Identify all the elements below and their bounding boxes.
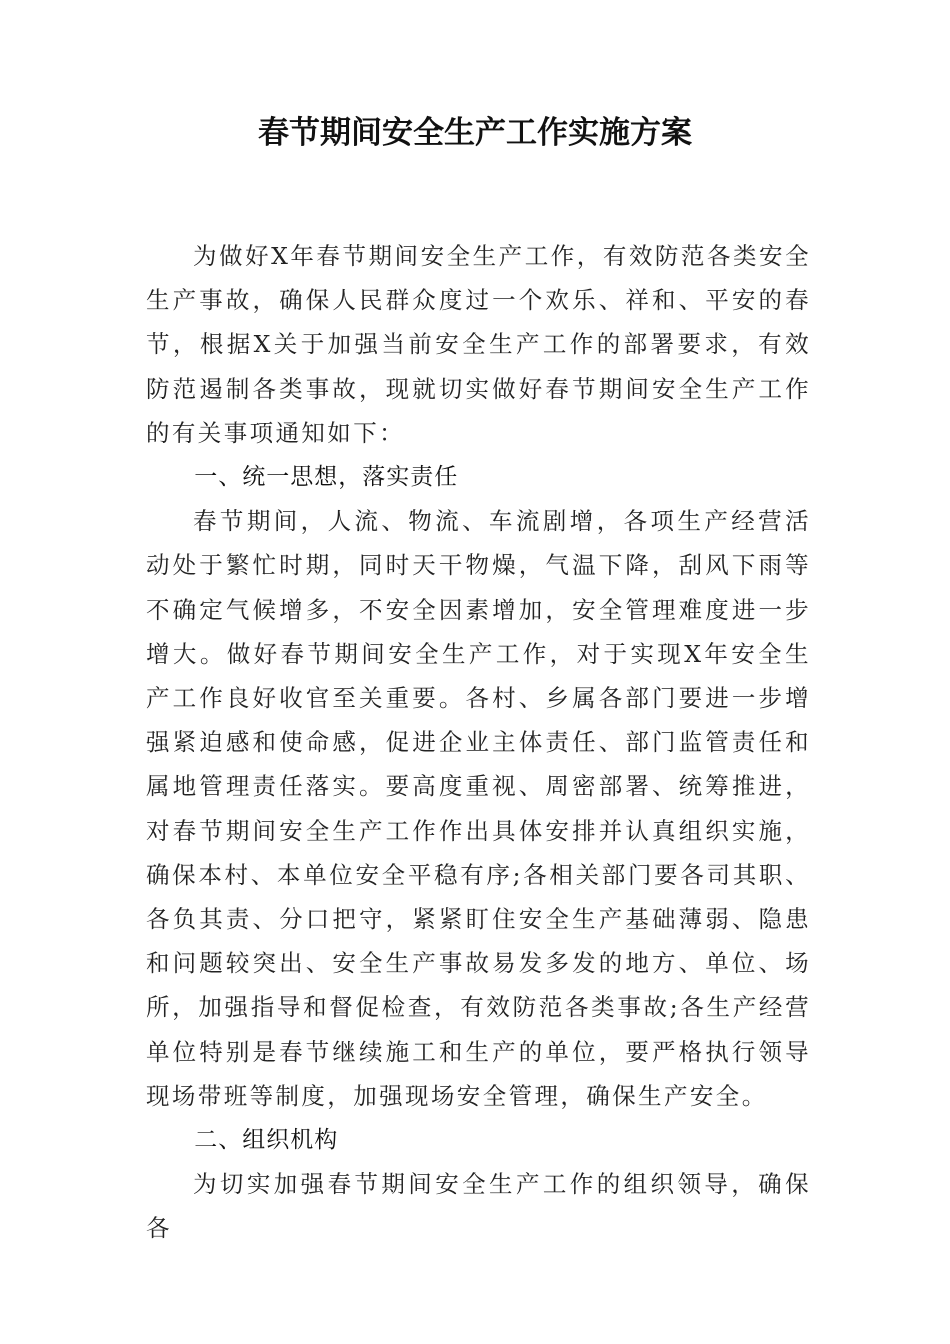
section-heading-2: 二、组织机构 (194, 1127, 339, 1154)
document-body (146, 234, 811, 1251)
intro-paragraph: 为做好X年春节期间安全生产工作，有效防范各类安全生产事故，确保人民群众度过一个欢乐、祥和、平安的春节，根据X关于加强当前安全生产工作的部署要求，有效防范遏制各类事故，现就切实做好春节期间安全生产工作的有关事项通知如下： (146, 242, 811, 447)
section-heading-1: 一、统一思想，落实责任 (194, 464, 459, 491)
section-paragraph-1: 春节期间，人流、物流、车流剧增，各项生产经营活动处于繁忙时期，同时天干物燥，气温下降，刮风下雨等不确定气候增多，不安全因素增加，安全管理难度进一步增大。做好春节期间安全生产工作，对于实现X年安全生产工作良好收官至关重要。各村、乡属各部门要进一步增强紧迫感和使命感，促进企业主体责任、部门监管责任和属地管理责任落实。要高度重视、周密部署、统筹推进，对春节期间安全生产工作作出具体安排并认真组织实施，确保本村、本单位安全平稳有序;各相关部门要各司其职、各负其责、分口把守，紧紧盯住安全生产基础薄弱、隐患和问题较突出、安全生产事故易发多发的地方、单位、场所，加强指导和督促检查，有效防范各类事故;各生产经营单位特别是春节继续施工和生产的单位，要严格执行领导现场带班等制度，加强现场安全管理，确保生产安全。 (146, 507, 811, 1110)
document-title: 春节期间安全生产工作实施方案 (258, 115, 692, 151)
section-paragraph-2: 为切实加强春节期间安全生产工作的组织领导，确保各 (146, 1170, 811, 1243)
